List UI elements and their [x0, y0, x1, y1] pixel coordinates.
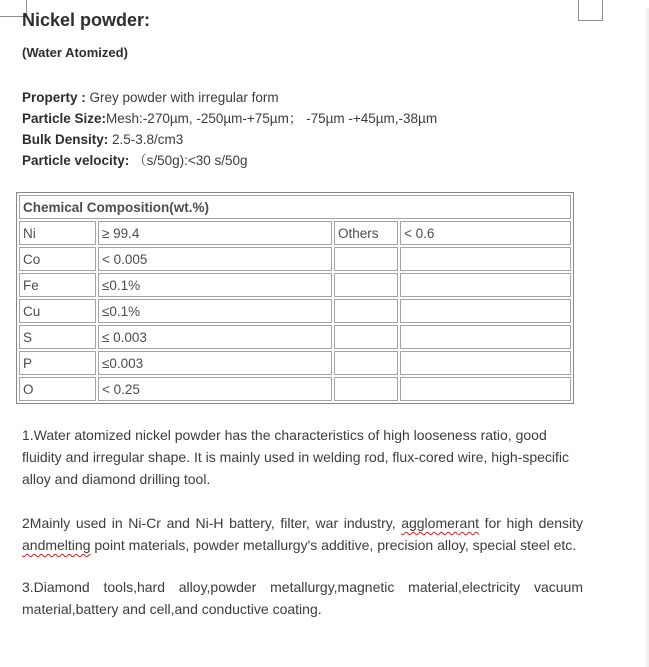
- value-cell: ≤0.1%: [98, 273, 332, 297]
- paragraph-segment: 2Mainly used in Ni-Cr and Ni-H battery, filter, war industry,: [22, 515, 402, 531]
- others-cell: Others: [334, 221, 398, 245]
- value-cell: ≤0.003: [98, 351, 332, 375]
- table-row-co: [19, 247, 571, 271]
- table-row-s: [19, 325, 571, 349]
- property-line-particle-size: [22, 108, 583, 129]
- property-label: Particle velocity:: [22, 153, 130, 168]
- table-header-cell: Chemical Composition(wt.%): [19, 195, 571, 219]
- paragraph-segment: point materials, powder metallurgy's additive, precision alloy, special steel etc.: [90, 537, 577, 553]
- table-row-o: [19, 377, 571, 401]
- value-cell: ≤0.1%: [98, 299, 332, 323]
- document-page: [0, 8, 649, 667]
- table-row-p: [19, 351, 571, 375]
- table-header-row: [19, 195, 571, 219]
- value-cell: < 0.005: [98, 247, 332, 271]
- element-cell: Co: [19, 247, 96, 271]
- empty-cell: [400, 325, 571, 349]
- value-cell: ≤ 0.003: [98, 325, 332, 349]
- element-cell: Cu: [19, 299, 96, 323]
- empty-cell: [400, 377, 571, 401]
- empty-cell: [334, 325, 398, 349]
- empty-cell: [334, 377, 398, 401]
- paragraph-3: 3.Diamond tools,hard alloy,powder metallurgy,magnetic material,electricity vacuum material,battery and cell,and conductive coating.: [22, 579, 583, 617]
- element-cell: S: [19, 325, 96, 349]
- element-cell: P: [19, 351, 96, 375]
- properties-block: [22, 87, 583, 171]
- property-line-property: [22, 87, 583, 108]
- empty-cell: [400, 247, 571, 271]
- property-line-particle-velocity: [22, 150, 583, 171]
- page-subtitle: (Water Atomized): [22, 45, 128, 60]
- empty-cell: [400, 351, 571, 375]
- property-value: Mesh:-270µm, -250µm-+75µm； -75µm -+45µm,-38µm: [106, 111, 438, 126]
- empty-cell: [334, 273, 398, 297]
- table-row-cu: [19, 299, 571, 323]
- element-cell: Ni: [19, 221, 96, 245]
- element-cell: Fe: [19, 273, 96, 297]
- empty-cell: [400, 299, 571, 323]
- empty-cell: [334, 299, 398, 323]
- property-line-bulk-density: [22, 129, 583, 150]
- misspelled-word: agglomerant: [401, 515, 480, 531]
- table-row-ni: [19, 221, 571, 245]
- property-label: Bulk Density:: [22, 132, 109, 147]
- property-value: （s/50g):<30 s/50g: [129, 153, 248, 168]
- document-content: [0, 8, 649, 620]
- table-row-fe: [19, 273, 571, 297]
- misspelled-word: andmelting: [22, 537, 91, 553]
- property-label: Particle Size:: [22, 111, 107, 126]
- property-label: Property :: [22, 90, 86, 105]
- property-value: Grey powder with irregular form: [85, 90, 279, 105]
- paragraph-2: [22, 512, 583, 556]
- empty-cell: [334, 247, 398, 271]
- others-value-cell: < 0.6: [400, 221, 571, 245]
- chemical-composition-table: [16, 192, 574, 404]
- page-title: Nickel powder:: [22, 10, 151, 30]
- property-value: 2.5-3.8/cm3: [108, 132, 184, 147]
- empty-cell: [334, 351, 398, 375]
- element-cell: O: [19, 377, 96, 401]
- value-cell: ≥ 99.4: [98, 221, 332, 245]
- paragraph-1: 1.Water atomized nickel powder has the characteristics of high looseness ratio, good fluidity and irregular shape. It is mainly used in welding rod, flux-cored wire, high-specific alloy and diamond drilling tool.: [22, 427, 570, 487]
- paragraph-segment: for high density: [479, 515, 583, 531]
- value-cell: < 0.25: [98, 377, 332, 401]
- empty-cell: [400, 273, 571, 297]
